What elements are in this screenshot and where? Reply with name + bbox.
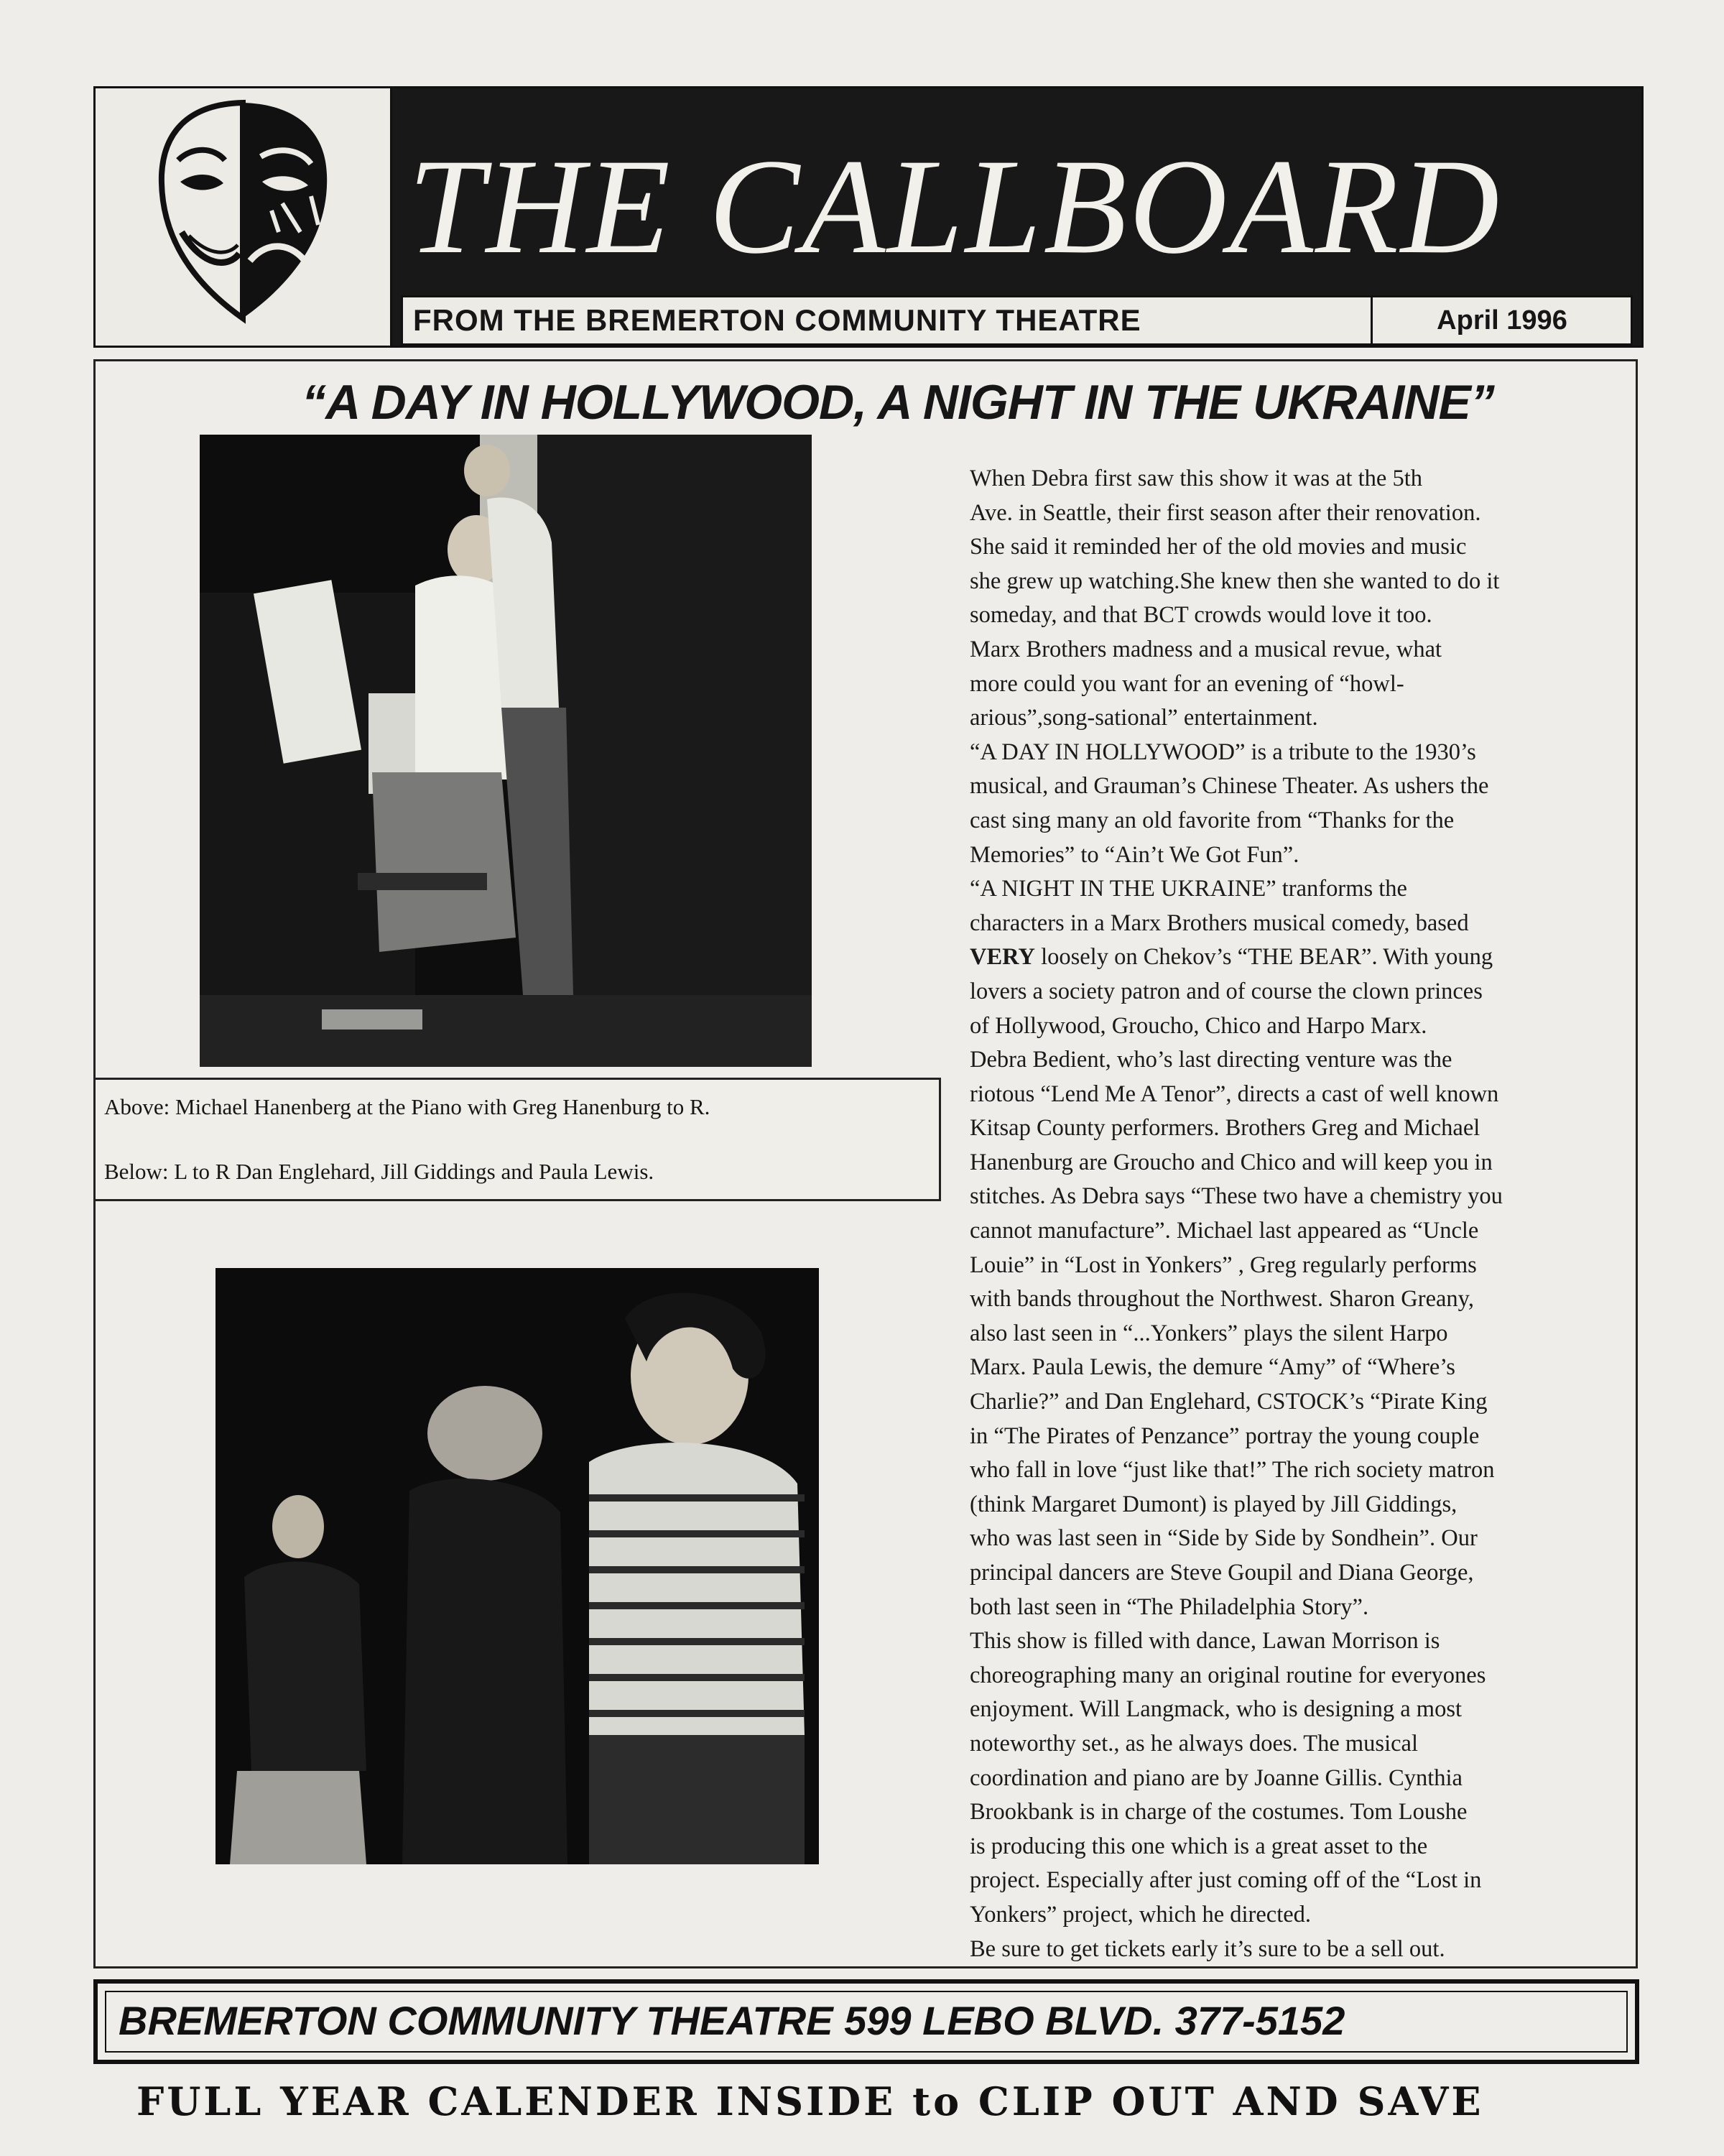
article-line: also last seen in “...Yonkers” plays the silent Harpo: [970, 1320, 1448, 1346]
article-line: Hanenburg are Groucho and Chico and will keep you in: [970, 1149, 1493, 1175]
article-line: Marx. Paula Lewis, the demure “Amy” of “Where’s: [970, 1354, 1455, 1381]
article-line: principal dancers are Steve Goupil and Diana George,: [970, 1560, 1474, 1586]
article-line: both last seen in “The Philadelphia Story”.: [970, 1593, 1369, 1620]
article-line: Ave. in Seattle, their first season after their renovation.: [970, 499, 1481, 526]
article-line: stitches. As Debra says “These two have a chemistry you: [970, 1183, 1503, 1210]
article-line: arious”,song-sational” entertainment.: [970, 705, 1318, 731]
article-line: is producing this one which is a great asset to the: [970, 1833, 1428, 1859]
article-line: When Debra first saw this show it was at the 5th: [970, 466, 1423, 491]
article-line: noteworthy set., as he always does. The musical: [970, 1730, 1418, 1757]
article-line: lovers a society patron and of course the clown princes: [970, 978, 1483, 1004]
article-line: musical, and Grauman’s Chinese Theater. As ushers the: [970, 773, 1489, 800]
article-line: coordination and piano are by Joanne Gillis. Cynthia: [970, 1764, 1463, 1791]
article-line: cast sing many an old favorite from “Thanks for the: [970, 807, 1455, 833]
article-line: choreographing many an original routine for everyones: [970, 1662, 1486, 1688]
article-headline: “A DAY IN HOLLYWOOD, A NIGHT IN THE UKRAINE”: [302, 375, 1494, 430]
photo-singers-scene: [216, 1268, 819, 1864]
article-line: “A DAY IN HOLLYWOOD” is a tribute to the 1930’s: [970, 739, 1476, 765]
article-line: project. Especially after just coming off of the “Lost in: [970, 1867, 1482, 1894]
masthead-subtitle: FROM THE BREMERTON COMMUNITY THEATRE: [403, 297, 1373, 343]
article-line: cannot manufacture”. Michael last appeared as “Uncle: [970, 1218, 1479, 1244]
article-line: “A NIGHT IN THE UKRAINE” tranforms the: [970, 876, 1407, 902]
article-line: VERY loosely on Chekov’s “THE BEAR”. With young: [970, 944, 1493, 971]
article-line: riotous “Lend Me A Tenor”, directs a cast of well known: [970, 1081, 1499, 1107]
article-line: Memories” to “Ain’t We Got Fun”.: [970, 841, 1299, 868]
article-line: This show is filled with dance, Lawan Morrison is: [970, 1628, 1440, 1655]
article-line: Yonkers” project, which he directed.: [970, 1901, 1312, 1928]
calendar-notice: FULL YEAR CALENDER INSIDE to CLIP OUT AND SAVE: [136, 2078, 1484, 2124]
article-line: Marx Brothers madness and a musical revue, what: [970, 636, 1442, 662]
article-line: in “The Pirates of Penzance” portray the young couple: [970, 1422, 1480, 1449]
article-line: who fall in love “just like that!” The rich society matron: [970, 1457, 1495, 1484]
newsletter-title: THE CALLBOARD: [408, 131, 1502, 282]
article-line: Brookbank is in charge of the costumes. Tom Loushe: [970, 1799, 1468, 1826]
comedy-tragedy-mask-icon: [96, 88, 392, 346]
photo-caption-box: [93, 1078, 941, 1201]
article-line: Charlie?” and Dan Englehard, CSTOCK’s “Pirate King: [970, 1389, 1488, 1415]
article-line: with bands throughout the Northwest. Sharon Greany,: [970, 1286, 1474, 1313]
article-line: enjoyment. Will Langmack, who is designing a most: [970, 1696, 1463, 1723]
article-line: Louie” in “Lost in Yonkers” , Greg regularly performs: [970, 1252, 1477, 1278]
article-line: characters in a Marx Brothers musical comedy, based: [970, 910, 1469, 936]
article-line: someday, and that BCT crowds would love it too.: [970, 602, 1432, 629]
article-line: Debra Bedient, who’s last directing venture was the: [970, 1047, 1452, 1073]
article-line: Kitsap County performers. Brothers Greg and Michael: [970, 1115, 1480, 1142]
article-line: who was last seen in “Side by Side by Sondhein”. Our: [970, 1525, 1478, 1552]
issue-date: April 1996: [1437, 305, 1567, 336]
article-line: She said it reminded her of the old movies and music: [970, 534, 1467, 560]
article-line: Be sure to get tickets early it’s sure to be a sell out.: [970, 1935, 1445, 1962]
photo-piano-scene: [200, 435, 812, 1067]
article-body: [970, 462, 1634, 1960]
theatre-address: BREMERTON COMMUNITY THEATRE 599 LEBO BLVD. 377-5152: [119, 1998, 1345, 2043]
article-line: of Hollywood, Groucho, Chico and Harpo Marx.: [970, 1012, 1427, 1039]
article-line: she grew up watching.She knew then she wanted to do it: [970, 568, 1500, 594]
caption-below: Below: L to R Dan Englehard, Jill Giddings and Paula Lewis.: [104, 1159, 654, 1184]
article-line: more could you want for an evening of “howl-: [970, 670, 1404, 697]
caption-above: Above: Michael Hanenberg at the Piano with Greg Hanenburg to R.: [104, 1094, 710, 1119]
masthead: [93, 86, 1644, 348]
article-line: (think Margaret Dumont) is played by Jill Giddings,: [970, 1491, 1457, 1517]
masthead-subtitle-bar: [401, 295, 1633, 346]
